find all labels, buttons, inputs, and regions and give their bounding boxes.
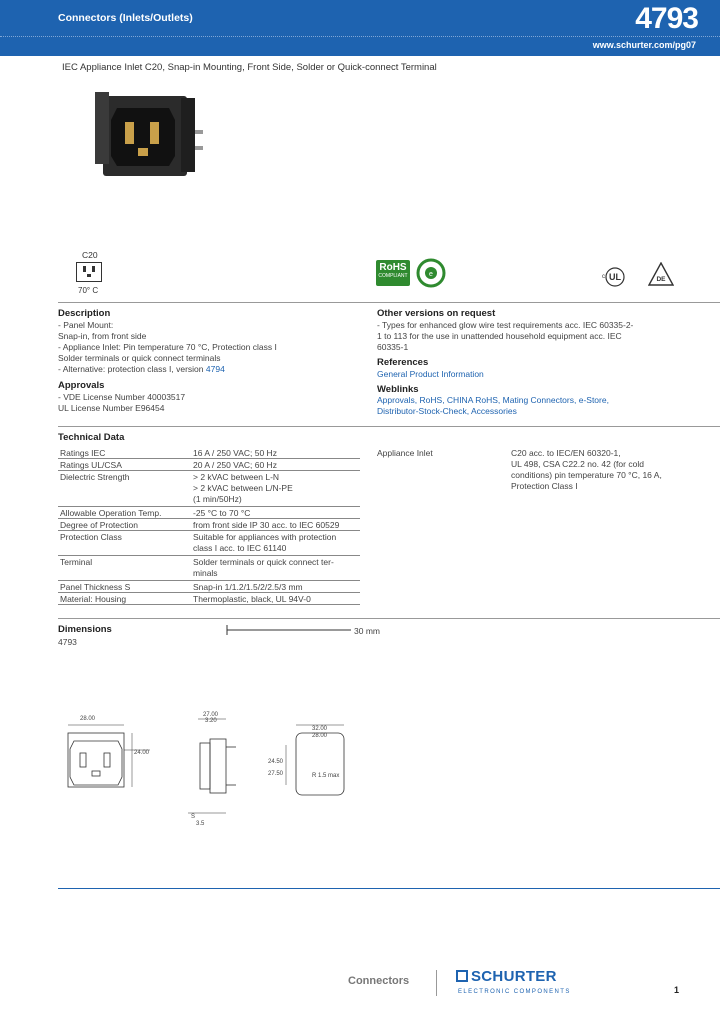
description-line: - Appliance Inlet: Pin temperature 70 °C, Protection class I — [58, 342, 277, 352]
table-row — [58, 581, 360, 593]
table-key: Panel Thickness S — [60, 582, 131, 592]
vde-icon — [648, 262, 674, 286]
approval-line: - VDE License Number 40003517 — [58, 392, 186, 402]
product-title: IEC Appliance Inlet C20, Snap-in Mounting, Front Side, Solder or Quick-connect Terminal — [62, 62, 437, 73]
table-row — [58, 471, 360, 507]
appliance-inlet-label: Appliance Inlet — [377, 448, 433, 458]
table-value: -25 °C to 70 °C — [193, 508, 251, 518]
appliance-inlet-line: Protection Class I — [511, 481, 578, 491]
general-product-info-link[interactable]: General Product Information — [377, 369, 484, 379]
page-number: 1 — [674, 985, 680, 995]
dimension-label: 24.50 — [268, 759, 284, 765]
table-key: Ratings IEC — [60, 448, 106, 458]
ul-icon — [598, 266, 628, 288]
table-key: Protection Class — [60, 532, 122, 542]
other-versions-heading: Other versions on request — [377, 308, 496, 319]
category-title: Connectors (Inlets/Outlets) — [58, 12, 193, 24]
table-key: Dielectric Strength — [60, 472, 130, 482]
appliance-inlet-line: UL 498, CSA C22.2 no. 42 (for cold — [511, 459, 644, 469]
table-key: Terminal — [60, 557, 93, 567]
table-value: minals — [193, 568, 218, 578]
description-line: - Panel Mount: — [58, 320, 114, 330]
weblinks-line[interactable]: Distributor-Stock-Check, Accessories — [377, 406, 517, 416]
technical-data-heading: Technical Data — [58, 432, 125, 443]
footer-section: Connectors — [348, 975, 410, 987]
svg-text:UL: UL — [609, 272, 621, 282]
table-value: Suitable for appliances with protection — [193, 532, 337, 542]
appliance-inlet-line: C20 acc. to IEC/EN 60320-1, — [511, 448, 621, 458]
table-key: Allowable Operation Temp. — [60, 508, 162, 518]
schurter-logo-icon — [456, 970, 468, 982]
header-divider — [0, 36, 720, 37]
table-row — [58, 447, 360, 459]
table-row — [58, 507, 360, 519]
approvals-heading: Approvals — [58, 380, 105, 391]
dimension-label: 3.5 — [196, 821, 205, 827]
dimension-label: 28.00 — [80, 716, 96, 722]
dimension-label: 28.00 — [312, 733, 328, 739]
dimension-label: 27.00 — [203, 712, 219, 718]
rohs-icon: RoHS COMPLIANT — [376, 260, 410, 286]
temperature-rating: 70° C — [78, 286, 99, 295]
table-value: 16 A / 250 VAC; 50 Hz — [193, 448, 277, 458]
table-value: > 2 kVAC between L-N — [193, 472, 280, 482]
dimension-label: 27.50 — [268, 771, 284, 777]
dimension-label: 32.00 — [312, 726, 328, 732]
table-row — [58, 593, 360, 605]
description-line: Solder terminals or quick connect terminals — [58, 353, 221, 363]
dimensions-part: 4793 — [58, 637, 77, 647]
weblinks-heading: Weblinks — [377, 384, 419, 395]
dimension-label: 3.20 — [205, 718, 217, 724]
dimension-label: 24.00 — [134, 750, 150, 756]
schurter-logo: SCHURTER — [456, 968, 557, 985]
other-versions-line: - Types for enhanced glow wire test requirements acc. IEC 60335-2- — [377, 320, 634, 330]
header-band — [0, 0, 720, 56]
description-heading: Description — [58, 308, 111, 319]
c20-socket-icon — [76, 262, 102, 282]
svg-text:c: c — [602, 274, 605, 280]
other-versions-line: 60335-1 — [377, 342, 409, 352]
footer-separator — [436, 970, 437, 996]
table-value: 20 A / 250 VAC; 60 Hz — [193, 460, 277, 470]
svg-text:e: e — [429, 271, 433, 278]
scale-label: 30 mm — [354, 626, 380, 636]
brand-subtitle: ELECTRONIC COMPONENTS — [458, 989, 571, 995]
references-heading: References — [377, 357, 429, 368]
table-row — [58, 531, 360, 556]
part-number: 4793 — [635, 2, 698, 35]
table-value: (1 min/50Hz) — [193, 494, 242, 504]
dimensions-heading: Dimensions — [58, 624, 112, 635]
table-key: Degree of Protection — [60, 520, 138, 530]
table-key: Material: Housing — [60, 594, 127, 604]
alternative-version-link[interactable]: 4794 — [205, 364, 225, 374]
table-value: > 2 kVAC between L/N-PE — [193, 483, 293, 493]
table-row — [58, 459, 360, 471]
divider-technical — [58, 426, 720, 427]
table-value: Solder terminals or quick connect ter- — [193, 557, 334, 567]
china-rohs-icon — [416, 258, 446, 288]
divider-dimensions — [58, 618, 720, 619]
dimension-label: S — [191, 814, 196, 820]
description-line: - Alternative: protection class I, version 4794 — [58, 364, 225, 374]
divider-top — [58, 302, 720, 303]
table-row — [58, 556, 360, 581]
weblinks-line[interactable]: Approvals, RoHS, CHINA RoHS, Mating Connectors, e-Store, — [377, 395, 609, 405]
svg-text:DE: DE — [656, 276, 666, 283]
description-line: Snap-in, from front side — [58, 331, 147, 341]
appliance-inlet-line: conditions) pin temperature 70 °C, 16 A, — [511, 470, 662, 480]
table-row — [58, 519, 360, 531]
scale-bar — [225, 624, 353, 636]
table-value: Thermoplastic, black, UL 94V-0 — [193, 594, 311, 604]
c20-label: C20 — [82, 250, 98, 260]
product-photo — [95, 90, 205, 185]
dimension-label: R 1.5 max — [312, 773, 340, 779]
table-value: class I acc. to IEC 61140 — [193, 543, 287, 553]
table-value: Snap-in 1/1.2/1.5/2/2.5/3 mm — [193, 582, 303, 592]
approval-line: UL License Number E96454 — [58, 403, 165, 413]
website-link[interactable]: www.schurter.com/pg07 — [592, 40, 696, 50]
table-value: from front side IP 30 acc. to IEC 60529 — [193, 520, 340, 530]
footer-divider — [58, 888, 720, 889]
other-versions-line: 1 to 113 for the use in unattended household equipment acc. IEC — [377, 331, 622, 341]
table-key: Ratings UL/CSA — [60, 460, 122, 470]
